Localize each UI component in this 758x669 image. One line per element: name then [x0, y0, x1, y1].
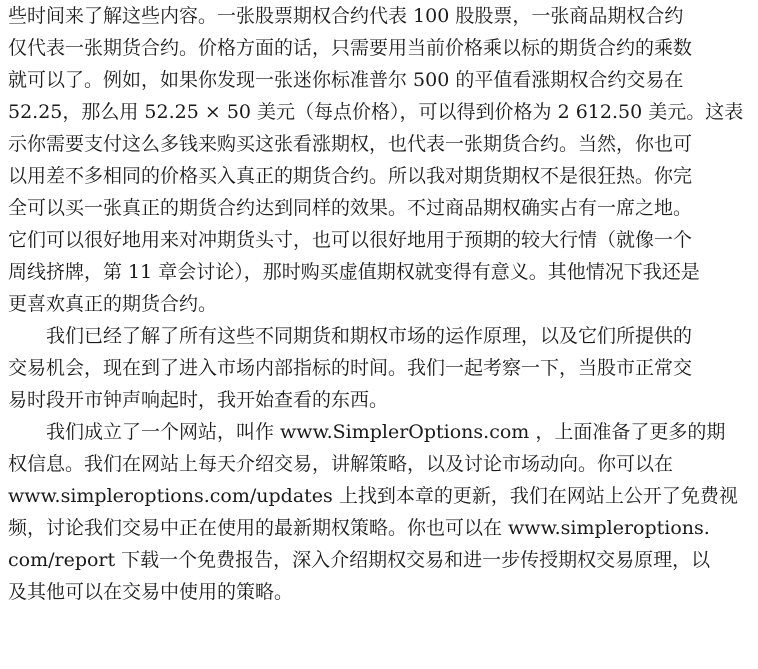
text-line: 些时间来了解这些内容。一张股票期权合约代表 100 股股票，一张商品期权合约 [8, 5, 684, 27]
text-line: 权信息。我们在网站上每天介绍交易，讲解策略，以及讨论市场动向。你可以在 [8, 453, 674, 475]
text-line: 频，讨论我们交易中正在使用的最新期权策略。你也可以在 www.simpleroptions. [8, 517, 710, 539]
text-line: 仅代表一张期货合约。价格方面的话，只需要用当前价格乘以标的期货合约的乘数 [8, 37, 693, 59]
text-line: 我们已经了解了所有这些不同期货和期权市场的运作原理，以及它们所提供的 [46, 325, 693, 347]
text-line: 它们可以很好地用来对冲期货头寸，也可以很好地用于预期的较大行情（就像一个 [8, 229, 693, 251]
text-line: 交易机会，现在到了进入市场内部指标的时间。我们一起考察一下，当股市正常交 [8, 357, 693, 379]
document-page [8, 0, 752, 608]
paragraph-1 [8, 0, 752, 320]
text-line: 我们成立了一个网站，叫作 www.SimplerOptions.com ，上面准备了更多的期 [46, 421, 726, 443]
text-line: 52.25，那么用 52.25 × 50 美元（每点价格），可以得到价格为 2 612.50 美元。这表 [8, 101, 744, 123]
text-line: 易时段开市钟声响起时，我开始查看的东西。 [8, 389, 389, 411]
text-line: 更喜欢真正的期货合约。 [8, 293, 218, 315]
text-line: 就可以了。例如，如果你发现一张迷你标准普尔 500 的平值看涨期权合约交易在 [8, 69, 684, 91]
text-line: com/report 下载一个免费报告，深入介绍期权交易和进一步传授期权交易原理，以 [8, 549, 711, 571]
paragraph-3 [8, 416, 752, 608]
paragraph-2 [8, 320, 752, 416]
text-line: 示你需要支付这么多钱来购买这张看涨期权，也代表一张期货合约。当然，你也可 [8, 133, 693, 155]
text-line: 全可以买一张真正的期货合约达到同样的效果。不过商品期权确实占有一席之地。 [8, 197, 693, 219]
text-line: 及其他可以在交易中使用的策略。 [8, 581, 294, 603]
text-line: www.simpleroptions.com/updates 上找到本章的更新，我们在网站上公开了免费视 [8, 485, 738, 507]
text-line: 周线挤牌，第 11 章会讨论），那时购买虚值期权就变得有意义。其他情况下我还是 [8, 261, 700, 283]
text-line: 以用差不多相同的价格买入真正的期货合约。所以我对期货期权不是很狂热。你完 [8, 165, 693, 187]
